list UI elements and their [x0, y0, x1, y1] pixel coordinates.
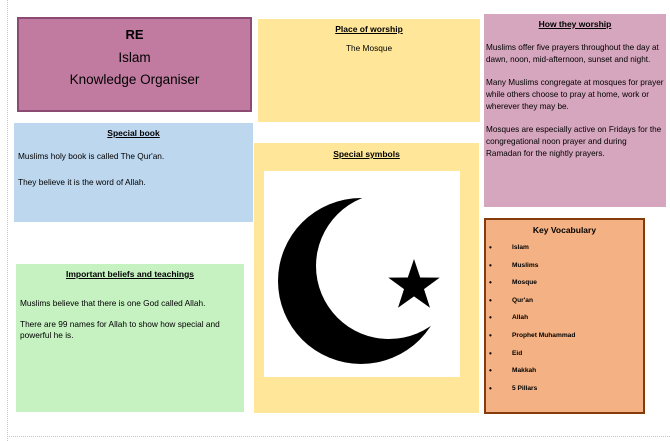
special-book-heading: Special book	[107, 128, 160, 138]
place-of-worship-box[interactable]	[258, 19, 480, 122]
special-symbols-box[interactable]	[254, 143, 479, 413]
vocabulary-item	[486, 380, 643, 398]
vocabulary-term: Prophet Muhammad	[512, 331, 576, 339]
bullet-icon: •	[489, 278, 492, 288]
important-beliefs-paragraph: Muslims believe that there is one God called Allah.	[20, 298, 206, 308]
subtitle-label: Knowledge Organiser	[69, 72, 200, 87]
bullet-icon: •	[489, 295, 492, 305]
bullet-icon: •	[489, 383, 492, 393]
how-they-worship-box[interactable]	[484, 14, 666, 207]
vocabulary-item	[486, 327, 643, 345]
vocabulary-term: 5 Pillars	[512, 384, 538, 392]
vocabulary-item	[486, 239, 643, 257]
vocabulary-item	[486, 309, 643, 327]
important-beliefs-heading: Important beliefs and teachings	[66, 269, 194, 279]
how-they-worship-paragraph: Muslims offer five prayers throughout the day at dawn, noon, mid-afternoon, sunset and night.	[486, 43, 659, 64]
vocabulary-term: Islam	[512, 244, 529, 251]
vocabulary-term: Muslims	[512, 261, 539, 269]
special-book-paragraph: Muslims holy book is called The Qur'an.	[18, 151, 165, 161]
important-beliefs-paragraph: There are 99 names for Allah to show how special and powerful he is.	[20, 319, 220, 340]
bullet-icon: •	[489, 330, 492, 340]
vocabulary-term: Qur'an	[512, 296, 533, 304]
special-book-paragraph: They believe it is the word of Allah.	[18, 177, 146, 187]
bullet-icon: •	[489, 348, 492, 358]
vocabulary-item	[486, 274, 643, 292]
vocabulary-item	[486, 345, 643, 363]
vocabulary-item	[486, 292, 643, 310]
vocabulary-item	[486, 362, 643, 380]
vocabulary-term: Eid	[512, 349, 523, 357]
crescent-and-star-icon	[264, 171, 460, 377]
page-margin-guide-bottom	[7, 436, 670, 438]
bullet-icon: •	[489, 313, 492, 323]
place-of-worship-text: The Mosque	[345, 43, 393, 53]
key-vocabulary-heading: Key Vocabulary	[532, 225, 597, 235]
bullet-icon: •	[489, 260, 492, 270]
topic-label: Islam	[118, 50, 151, 65]
how-they-worship-heading: How they worship	[538, 19, 612, 29]
important-beliefs-box[interactable]	[16, 264, 244, 412]
vocabulary-term: Allah	[512, 314, 529, 322]
key-vocabulary-box[interactable]	[484, 218, 645, 414]
vocabulary-item	[486, 257, 643, 275]
bullet-icon: •	[489, 366, 492, 376]
vocabulary-term: Mosque	[512, 279, 537, 287]
page-margin-guide	[7, 0, 9, 441]
how-they-worship-paragraph: Many Muslims congregate at mosques for prayer while others choose to pray at home, work or wherever they may be.	[486, 78, 664, 111]
place-of-worship-heading: Place of worship	[335, 24, 403, 34]
title-box[interactable]	[17, 17, 252, 112]
vocabulary-term: Makkah	[512, 367, 537, 375]
symbol-image	[264, 171, 460, 377]
vocabulary-list	[486, 239, 643, 397]
subject-label: RE	[125, 27, 144, 42]
special-symbols-heading: Special symbols	[333, 149, 400, 159]
special-book-box[interactable]	[14, 123, 253, 222]
bullet-icon: •	[489, 243, 492, 252]
how-they-worship-paragraph: Mosques are especially active on Fridays for the congregational noon prayer and during Ramadan for the nightly prayers.	[486, 125, 662, 158]
